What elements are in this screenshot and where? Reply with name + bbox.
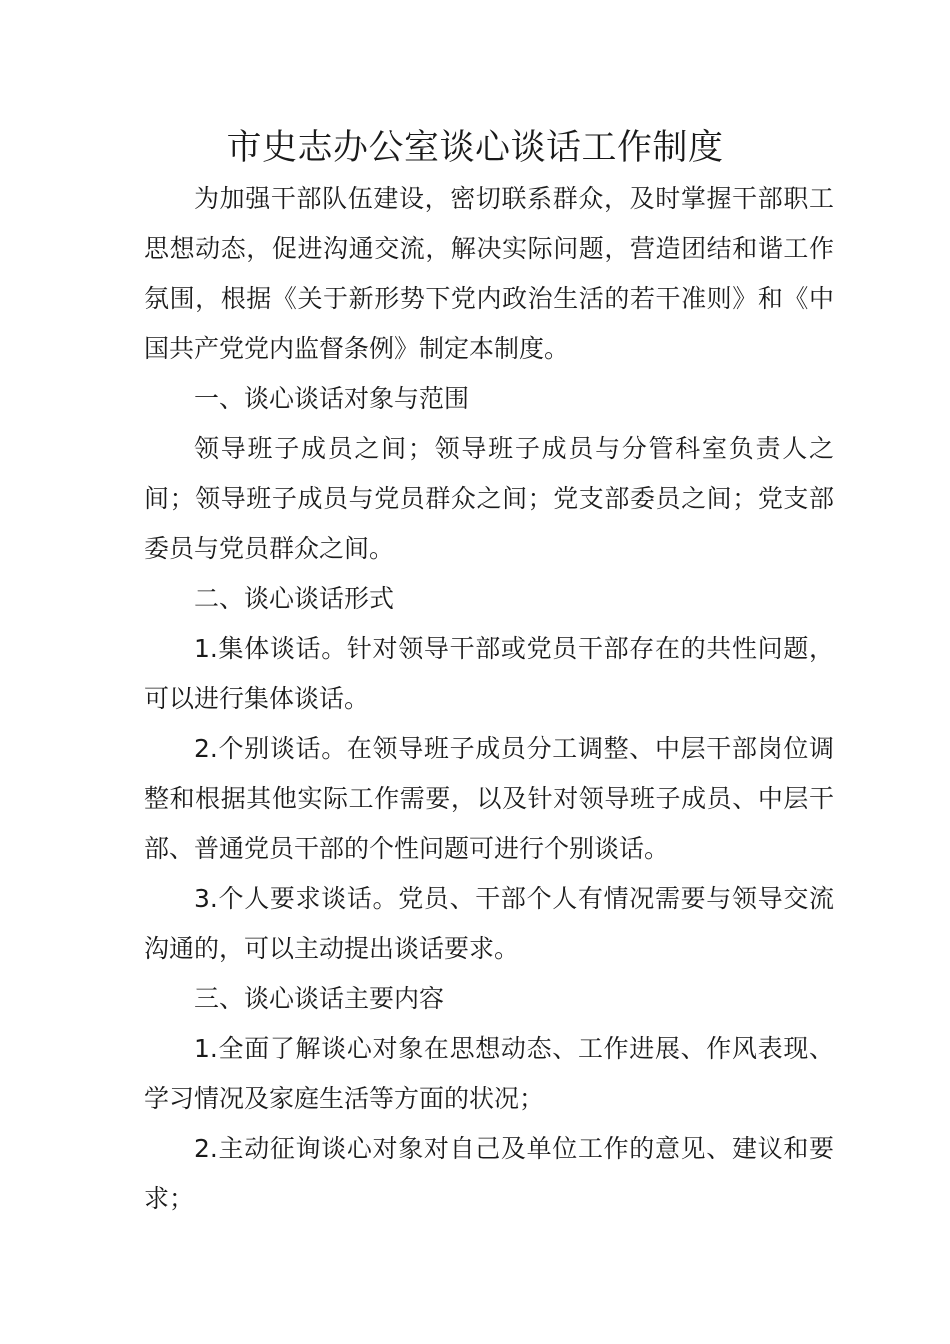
document-body	[144, 174, 834, 1224]
section-1-paragraph: 领导班子成员之间；领导班子成员与分管科室负责人之间；领导班子成员与党员群众之间；党支部委员之间；党支部委员与党员群众之间。	[144, 434, 834, 563]
section-heading-2: 二、谈心谈话形式	[194, 584, 395, 613]
section-3-item-2: 2.主动征询谈心对象对自己及单位工作的意见、建议和要求；	[144, 1134, 834, 1213]
section-2-item-2: 2.个别谈话。在领导班子成员分工调整、中层干部岗位调整和根据其他实际工作需要，以及针对领导班子成员、中层干部、普通党员干部的个性问题可进行个别谈话。	[144, 734, 834, 863]
section-2-item-1: 1.集体谈话。针对领导干部或党员干部存在的共性问题，可以进行集体谈话。	[144, 634, 834, 713]
section-3-item-1: 1.全面了解谈心对象在思想动态、工作进展、作风表现、学习情况及家庭生活等方面的状况；	[144, 1034, 834, 1113]
section-2-item-3: 3.个人要求谈话。党员、干部个人有情况需要与领导交流沟通的，可以主动提出谈话要求。	[144, 884, 834, 963]
document-title: 市史志办公室谈心谈话工作制度	[226, 128, 724, 168]
intro-paragraph: 为加强干部队伍建设，密切联系群众，及时掌握干部职工思想动态，促进沟通交流，解决实际问题，营造团结和谐工作氛围，根据《关于新形势下党内政治生活的若干准则》和《中国共产党党内监督条例》制定本制度。	[144, 184, 834, 363]
section-heading-1: 一、谈心谈话对象与范围	[194, 384, 470, 413]
section-heading-3: 三、谈心谈话主要内容	[194, 984, 445, 1013]
